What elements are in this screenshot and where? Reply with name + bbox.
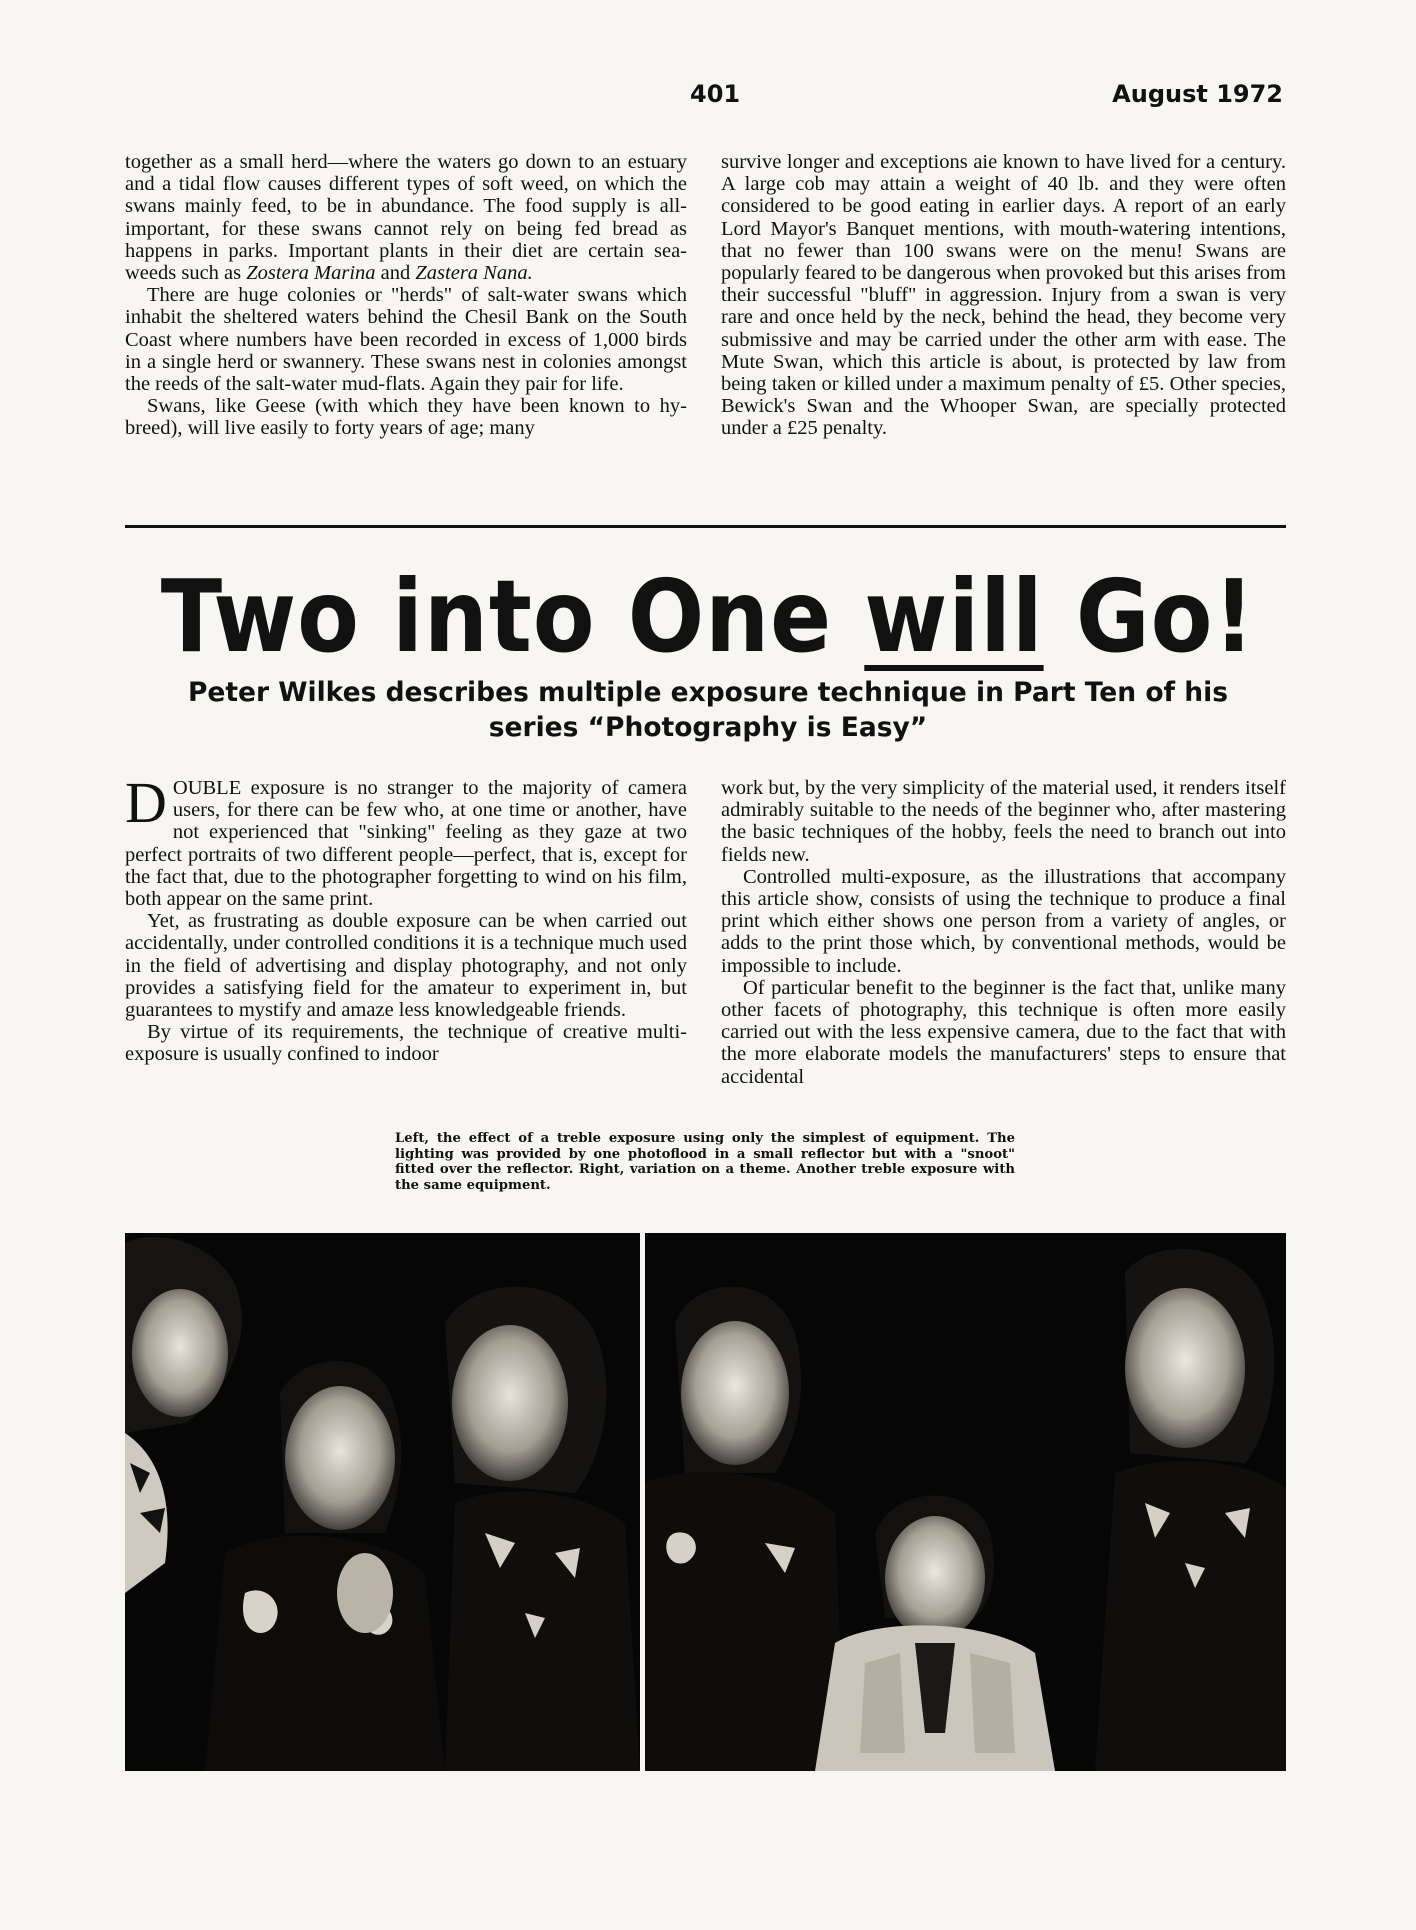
section-divider [125,525,1286,528]
paragraph: Swans, like Geese (with which they have been known to hy-breed), will live easily to forty years of age; many [125,395,687,440]
previous-article-right-column [721,151,1286,440]
previous-article-left-column [125,151,687,440]
treble-exposure-photo-right [645,1233,1286,1771]
article-left-column [125,770,687,1066]
photo-right-illustration [645,1233,1286,1771]
paragraph: DOUBLE exposure is no stranger to the majority of camera users, for there can be few who, at one time or another, have not experienced that "sinking" feeling as they gaze at two perfect portraits of two different people—perfect, that is, except for the fact that, due to the photographer forgetting to wind on his film, both appear on the same print. [125,770,687,911]
paragraph: By virtue of its requirements, the technique of creative multi-exposure is usually confined to indoor [125,1021,687,1066]
photo-caption: Left, the effect of a treble exposure using only the simplest of equipment. The lighting was provided by one photoflood in a small reflector but with a "snoot" fitted over the reflector. Right, variation on a theme. Another treble exposure with the same equipment. [395,1131,1015,1193]
article-title: Two into One will Go! [160,558,1256,675]
paragraph: Of particular benefit to the beginner is the fact that, unlike many other facets of photography, this technique is often more easily carried out with the less expensive camera, due to the fact that with the more elaborate models the manufacturers' steps to ensure that accidental [721,976,1286,1088]
paragraph: Controlled multi-exposure, as the illustrations that accompany this article show, consists of using the technique to produce a final print which either shows one person from a variety of angles, or adds to the print those which, by conventional methods, would be impossible to include. [721,865,1286,977]
paragraph: Yet, as frustrating as double exposure can be when carried out accidentally, under controlled conditions it is a technique much used in the field of advertising and display photography, and not only provides a satisfying field for the amateur to experiment in, but guarantees to mystify and amaze less knowledgeable friends. [125,910,687,1022]
paragraph: together as a small herd—where the waters go down to an estuary and a tidal flow causes different types of soft weed, on which the swans mainly feed, to be in abundance. The food supply is all-important, for these swans cannot rely on being fed bread as happens in parks. Important plants in their diet are certain sea-weeds such as Zostera Marina and Zastera Nana. [125,151,687,285]
article-subtitle: Peter Wilkes describes multiple exposure technique in Part Ten of his series “Photography is Easy” [187,677,1229,743]
paragraph: There are huge colonies or "herds" of salt-water swans which inhabit the sheltered waters behind the Chesil Bank on the South Coast where numbers have been recorded in excess of 1,000 birds in a single herd or swannery. These swans nest in colonies amongst the reeds of the salt-water mud-flats. Again they pair for life. [125,284,687,396]
treble-exposure-photo-left [125,1233,640,1771]
issue-date: August 1972 [1112,80,1283,108]
title-underlined-word: will [864,558,1044,675]
photo-left-illustration [125,1233,640,1771]
paragraph: survive longer and exceptions aie known to have lived for a century. A large cob may attain a weight of 40 lb. and they were often considered to be good eating in earlier days. A report of an early Lord Mayor's Banquet mentions, with mouth-watering intentions, that no fewer than 100 swans were on the menu! Swans are popularly feared to be dangerous when provoked but this arises from their successful "bluff" in aggression. Injury from a swan is very rare and once held by the neck, behind the head, they become very submissive and may be carried under the other arm with ease. The Mute Swan, which this article is about, is protected by law from being taken or killed under a maximum penalty of £5. Other species, Bewick's Swan and the Whooper Swan, are specially protected under a £25 penalty. [721,151,1286,440]
paragraph: work but, by the very simplicity of the material used, it renders itself admirably suitable to the needs of the beginner who, after mastering the basic techniques of the hobby, feels the need to branch out into fields new. [721,777,1286,866]
article-right-column [721,777,1286,1088]
page-number: 401 [690,80,741,108]
page-header [0,80,1416,110]
drop-cap: D [125,770,167,835]
